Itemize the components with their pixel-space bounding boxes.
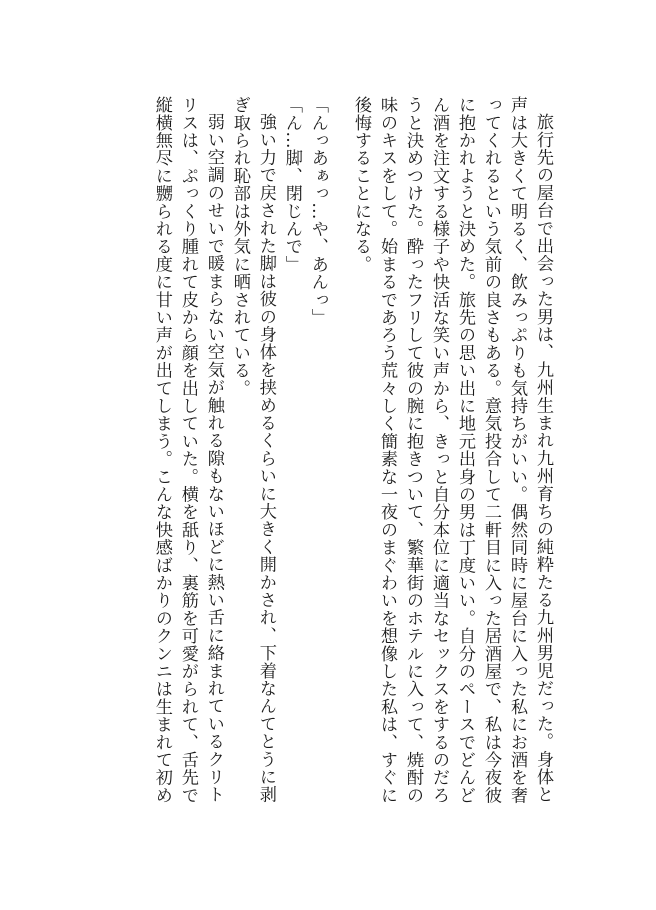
paragraph-narration-2: 強い力で戻された脚は彼の身体を挟めるくらいに大きく開かされ、下着なんてとうに剥ぎ取られ恥部は外気に晒されている。 [229, 96, 276, 804]
vertical-text-body [149, 96, 556, 820]
dialogue-line-1: 「んっあぁっ…や、あんっ」 [307, 96, 328, 327]
dialogue-line-2: 「ん…脚、閉じんで」 [281, 96, 302, 273]
paragraph-spacer [331, 96, 348, 820]
paragraph-narration-3: 弱い空調のせいで暖まらない空気が触れる隙もないほどに熱い舌に絡まれているクリトリスは、ぷっくり腫れて皮から顔を出していた。横を舐り、裏筋を可愛がられて、舌先で縦横無尽に嬲られる度に甘い声が出てしまう。こんな快感ばかりのクンニは生まれて初め [151, 96, 224, 805]
paragraph-narration-1: 旅行先の屋台で出会った男は、九州生まれ九州育ちの純粋たる九州男児だった。身体と声は大きくて明るく、飲みっぷりも気持ちがいい。偶然同時に屋台に入った私にお酒を奢ってくれるという気前の良さもある。意気投合して二軒目に入った居酒屋で、私は今夜彼に抱かれようと決めた。旅先の思い出に地元出身の男は丁度いい。自分のペースでどんどん酒を注文する様子や快活な笑い声から、きっと自分本位に適当なセックスをするのだろうと決めつけた。酔ったフリして彼の腕に抱きついて、繁華街のホテルに入って、焼酎の味のキスをして。始まるであろう荒々しく簡素な一夜のまぐわいを想像した私は、すぐに後悔することになる。 [351, 96, 553, 804]
